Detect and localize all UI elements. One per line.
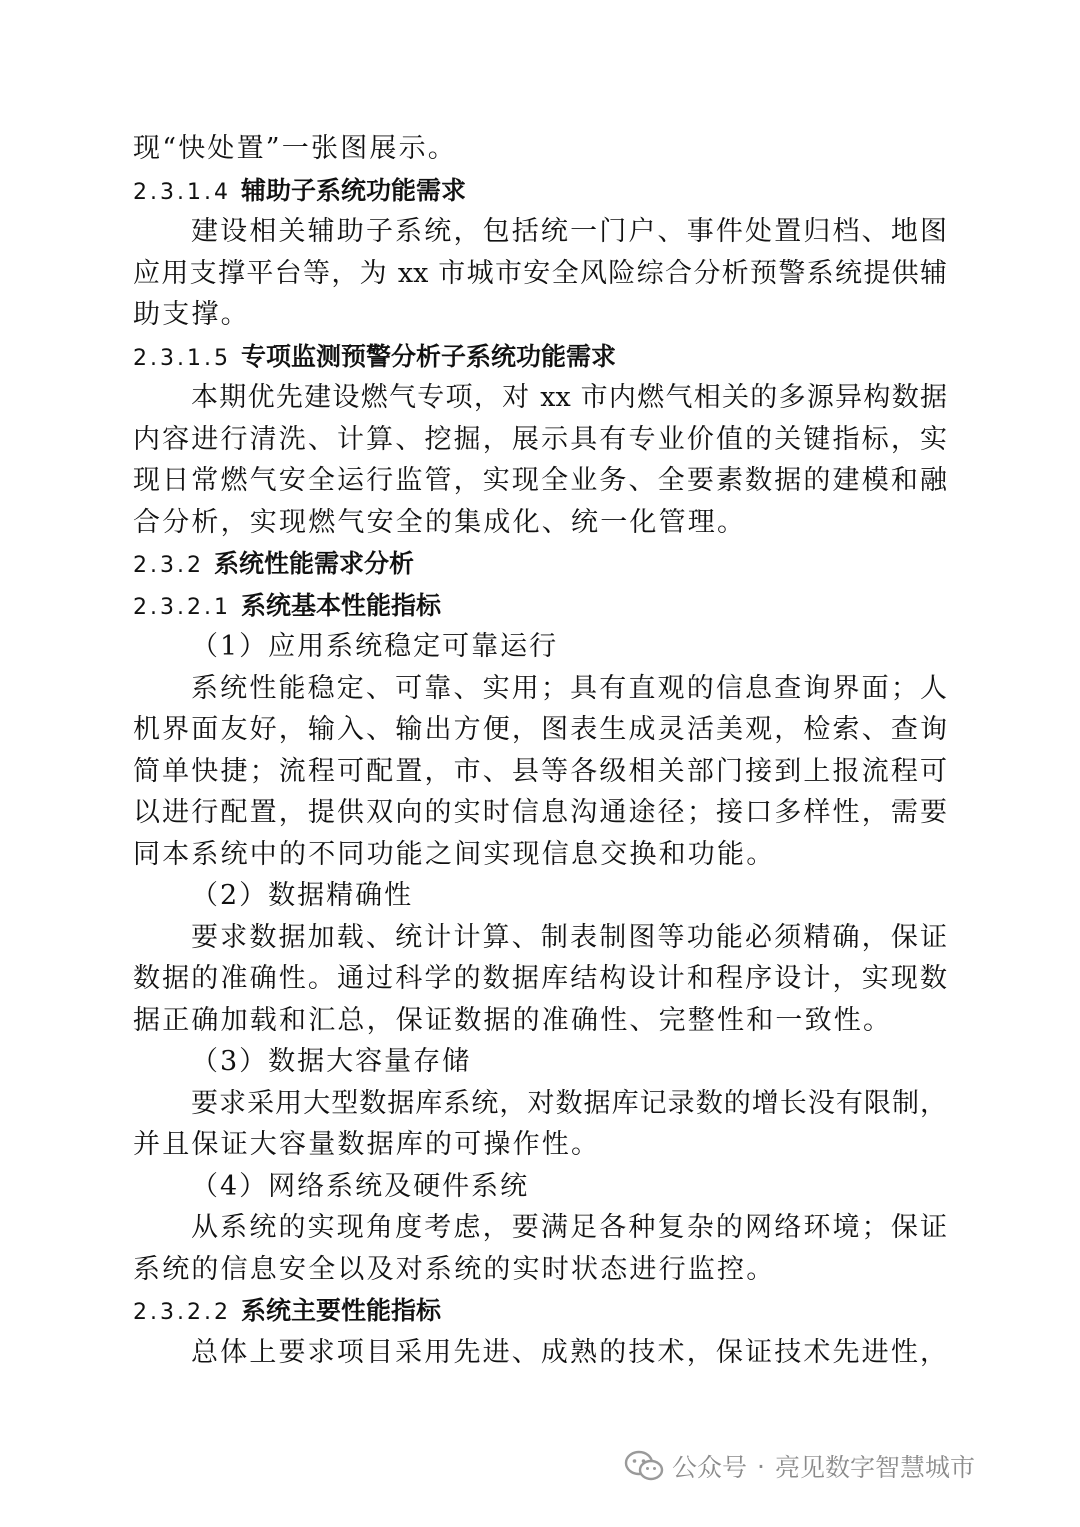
watermark bbox=[624, 1444, 975, 1488]
paragraph-line: 并且保证大容量数据库的可操作性。 bbox=[133, 1129, 601, 1160]
section-heading bbox=[133, 170, 947, 212]
list-item-heading: （2）数据精确性 bbox=[191, 880, 414, 911]
paragraph-line: 现“快处置”一张图展示。 bbox=[133, 133, 458, 164]
section-heading bbox=[133, 543, 947, 585]
section-heading bbox=[133, 585, 947, 627]
paragraph-line: 数据的准确性。通过科学的数据库结构设计和程序设计，实现数 bbox=[133, 963, 947, 994]
list-item-heading: （3）数据大容量存储 bbox=[191, 1046, 472, 1077]
paragraph-line: 系统的信息安全以及对系统的实时状态进行监控。 bbox=[133, 1253, 776, 1285]
section-title: 辅助子系统功能需求 bbox=[240, 175, 466, 205]
section-number: 2.3.2.2 bbox=[133, 1300, 231, 1325]
section-number: 2.3.2.1 bbox=[133, 594, 231, 620]
paragraph-line: 内容进行清洗、计算、挖掘，展示具有专业价值的关键指标，实 bbox=[133, 423, 947, 455]
paragraph-line: 机界面友好，输入、输出方便，图表生成灵活美观，检索、查询 bbox=[133, 714, 947, 745]
paragraph-line: 简单快捷；流程可配置，市、县等各级相关部门接到上报流程可 bbox=[133, 755, 947, 787]
list-item-heading: （4）网络系统及硬件系统 bbox=[191, 1170, 530, 1202]
section-heading bbox=[133, 336, 947, 378]
section-title: 专项监测预警分析子系统功能需求 bbox=[240, 341, 616, 371]
paragraph-line: 总体上要求项目采用先进、成熟的技术，保证技术先进性， bbox=[191, 1336, 947, 1368]
paragraph-line: 同本系统中的不同功能之间实现信息交换和功能。 bbox=[133, 838, 776, 870]
section-number: 2.3.2 bbox=[133, 553, 204, 578]
document-page bbox=[133, 128, 947, 1373]
section-heading bbox=[133, 1290, 947, 1332]
section-title: 系统主要性能指标 bbox=[240, 1296, 441, 1325]
paragraph-line: 合分析，实现燃气安全的集成化、统一化管理。 bbox=[133, 506, 747, 538]
wechat-icon bbox=[624, 1450, 664, 1482]
section-number: 2.3.1.5 bbox=[133, 345, 231, 371]
paragraph-line: 系统性能稳定、可靠、实用；具有直观的信息查询界面；人 bbox=[191, 672, 947, 704]
section-number: 2.3.1.4 bbox=[133, 179, 231, 205]
paragraph-line: 应用支撑平台等，为 xx 市城市安全风险综合分析预警系统提供辅 bbox=[133, 257, 947, 289]
paragraph-line: 助支撑。 bbox=[133, 299, 250, 330]
paragraph-line: 本期优先建设燃气专项，对 xx 市内燃气相关的多源异构数据 bbox=[191, 382, 947, 413]
paragraph-line: 以进行配置，提供双向的实时信息沟通途径；接口多样性，需要 bbox=[133, 797, 947, 828]
watermark-account: 亮见数字智慧城市 bbox=[774, 1453, 975, 1482]
section-title: 系统性能需求分析 bbox=[213, 549, 414, 578]
list-item-heading: （1）应用系统稳定可靠运行 bbox=[191, 631, 559, 662]
watermark-label: 公众号 bbox=[672, 1453, 748, 1482]
section-title: 系统基本性能指标 bbox=[240, 590, 441, 620]
watermark-separator: · bbox=[757, 1451, 765, 1481]
paragraph-line: 据正确加载和汇总，保证数据的准确性、完整性和一致性。 bbox=[133, 1004, 893, 1036]
paragraph-line: 从系统的实现角度考虑，要满足各种复杂的网络环境；保证 bbox=[191, 1212, 947, 1243]
paragraph-line: 建设相关辅助子系统，包括统一门户、事件处置归档、地图 bbox=[191, 216, 947, 247]
paragraph-line: 现日常燃气安全运行监管，实现全业务、全要素数据的建模和融 bbox=[133, 465, 947, 496]
paragraph-line: 要求数据加载、统计计算、制表制图等功能必须精确，保证 bbox=[191, 921, 947, 953]
paragraph-line: 要求采用大型数据库系统，对数据库记录数的增长没有限制， bbox=[191, 1087, 947, 1119]
